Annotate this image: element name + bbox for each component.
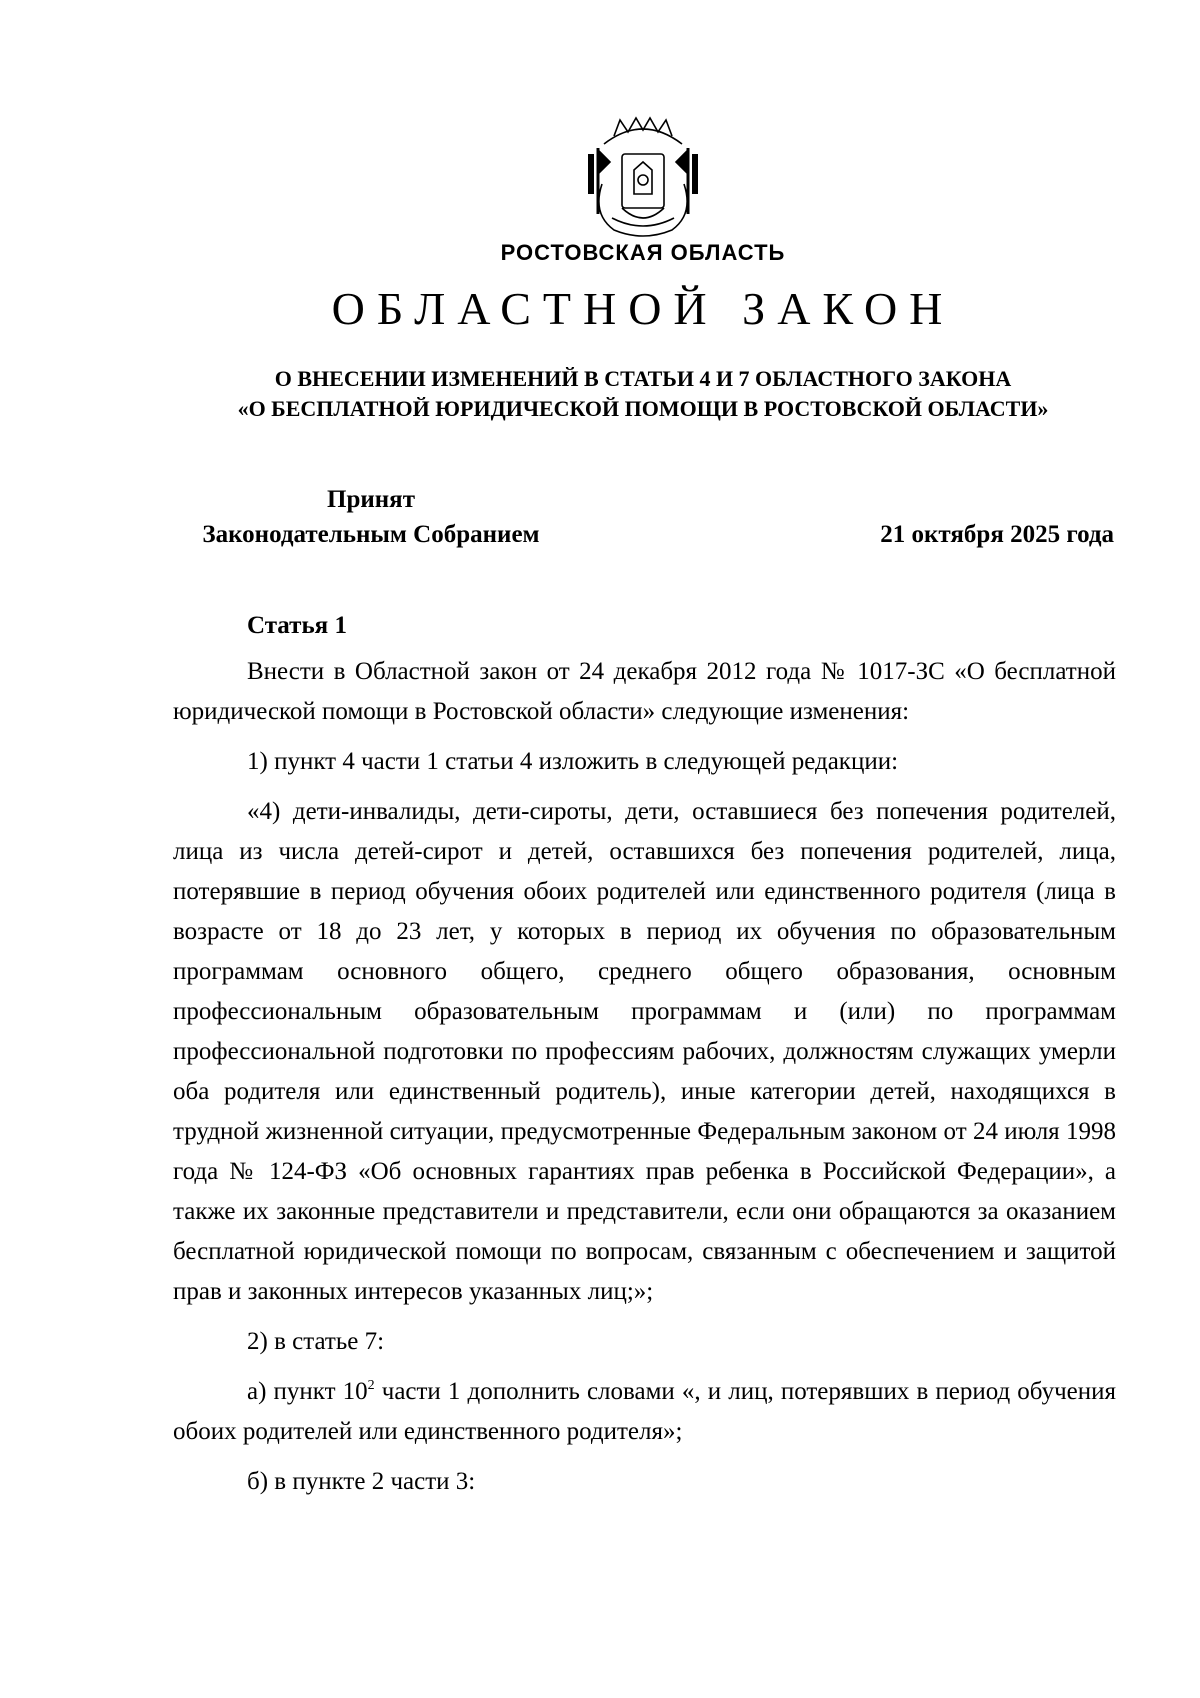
article-body: [173, 652, 1116, 1502]
adoption-line-1: Принят: [327, 486, 415, 513]
article-heading: Статья 1: [247, 612, 347, 639]
paragraph-1: Внести в Областной закон от 24 декабря 2012 года № 1017-ЗС «О бесплатной юридической помощи в Ростовской области» следующие изменения:: [173, 658, 1116, 725]
paragraph-5: [173, 1372, 1116, 1452]
paragraph-5-part-b: части 1 дополнить словами «, и лиц, потерявших в период обучения обоих родителей или единственного родителя»;: [173, 1378, 1116, 1445]
paragraph-2: 1) пункт 4 части 1 статьи 4 изложить в следующей редакции:: [247, 748, 899, 775]
adoption-date: 21 октября 2025 года: [880, 521, 1114, 548]
superscript-number: 2: [367, 1378, 375, 1393]
adoption-body: [176, 482, 566, 552]
coat-of-arms-emblem: [584, 114, 702, 242]
paragraph-5-part-a: а) пункт 10: [247, 1378, 368, 1405]
region-name: РОСТОВСКАЯ ОБЛАСТЬ: [500, 240, 786, 265]
adoption-line-2: Законодательным Собранием: [202, 521, 540, 548]
document-title-line-1: О ВНЕСЕНИИ ИЗМЕНЕНИЙ В СТАТЬИ 4 И 7 ОБЛАСТНОГО ЗАКОНА: [274, 366, 1012, 391]
paragraph-4: 2) в статье 7:: [247, 1328, 385, 1355]
paragraph-6: б) в пункте 2 части 3:: [247, 1468, 476, 1495]
paragraph-3: «4) дети-инвалиды, дети-сироты, дети, оставшиеся без попечения родителей, лица из числа детей-сирот и детей, оставшихся без попечения родителей, лица, потерявшие в период обучения обоих родителей или единственного родителя (лица в возрасте от 18 до 23 лет, у которых в период их обучения по образовательным программам основного общего, среднего общего образования, основным профессиональным образовательным программам и (или) по программам профессиональной подготовки по профессиям рабочих, должностям служащих умерли оба родителя или единственный родитель), иные категории детей, находящихся в трудной жизненной ситуации, предусмотренные Федеральным законом от 24 июля 1998 года № 124-ФЗ «Об основных гарантиях прав ребенка в Российской Федерации», а также их законные представители и представители, если они обращаются за оказанием бесплатной юридической помощи по вопросам, связанным с обеспечением и защитой прав и законных интересов указанных лиц;»;: [173, 798, 1116, 1305]
document-title: [0, 364, 1200, 424]
document-type: ОБЛАСТНОЙ ЗАКОН: [331, 283, 955, 334]
document-title-line-2: «О БЕСПЛАТНОЙ ЮРИДИЧЕСКОЙ ПОМОЩИ В РОСТОВСКОЙ ОБЛАСТИ»: [237, 396, 1049, 421]
